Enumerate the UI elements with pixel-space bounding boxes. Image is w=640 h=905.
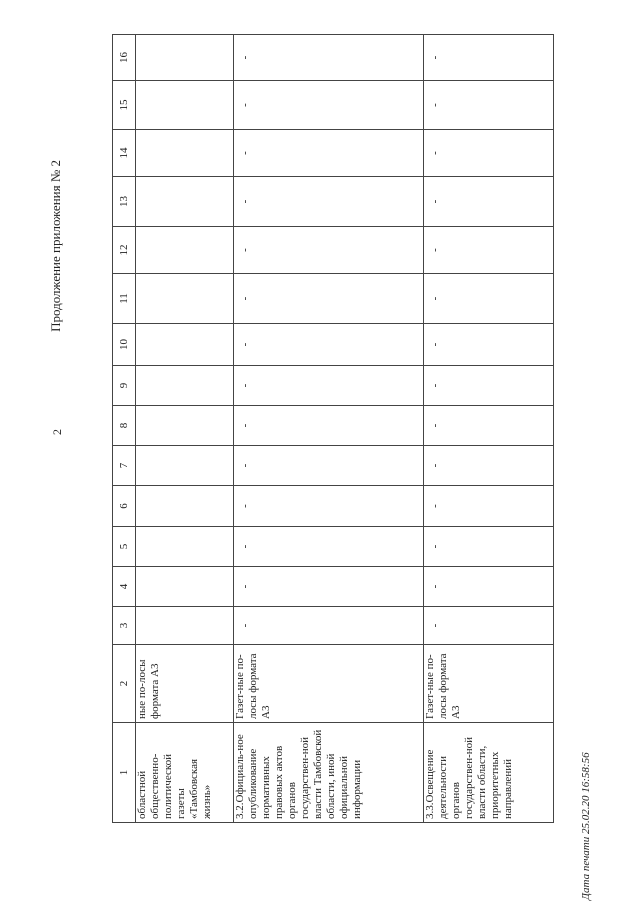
data-table — [112, 34, 554, 823]
row-name-cell: областной общественно-политической газеты «Тамбовская жизнь» — [136, 723, 234, 823]
value-cell — [136, 274, 234, 324]
value-cell — [136, 607, 234, 645]
column-number: 13 — [113, 177, 136, 227]
row-unit-cell: Газет-ные по-лосы формата А3 — [424, 645, 554, 723]
value-cell — [136, 406, 234, 446]
table-row — [424, 35, 554, 823]
column-number: 7 — [113, 446, 136, 486]
column-number: 3 — [113, 607, 136, 645]
value-cell: - — [424, 81, 554, 130]
column-number: 10 — [113, 324, 136, 366]
value-cell: - — [234, 177, 424, 227]
value-cell: - — [424, 130, 554, 177]
value-cell: - — [234, 227, 424, 274]
value-cell: - — [424, 406, 554, 446]
value-cell: - — [234, 324, 424, 366]
value-cell — [136, 324, 234, 366]
header-title: Продолжение приложения № 2 — [48, 160, 63, 332]
row-unit-cell: Газет-ные по-лосы формата А3 — [234, 645, 424, 723]
value-cell — [136, 446, 234, 486]
column-number: 4 — [113, 567, 136, 607]
value-cell: - — [234, 567, 424, 607]
value-cell: - — [424, 527, 554, 567]
value-cell: - — [424, 607, 554, 645]
value-cell: - — [234, 406, 424, 446]
value-cell: - — [234, 130, 424, 177]
row-unit-cell: ные по-лосы формата А3 — [136, 645, 234, 723]
column-number: 9 — [113, 366, 136, 406]
column-number-row — [113, 35, 136, 823]
column-number: 12 — [113, 227, 136, 274]
value-cell: - — [424, 486, 554, 527]
value-cell — [136, 81, 234, 130]
column-number: 8 — [113, 406, 136, 446]
value-cell: - — [234, 274, 424, 324]
column-number: 15 — [113, 81, 136, 130]
column-number: 6 — [113, 486, 136, 527]
value-cell: - — [234, 81, 424, 130]
value-cell: - — [424, 366, 554, 406]
value-cell — [136, 527, 234, 567]
row-name-cell: 3.2.Официаль-ное опубликование нормативных правовых актов органов государствен-ной власти Тамбовской области, иной официальной информации — [234, 723, 424, 823]
value-cell — [136, 227, 234, 274]
value-cell: - — [424, 177, 554, 227]
value-cell: - — [424, 227, 554, 274]
value-cell: - — [234, 607, 424, 645]
print-date: Дата печати 25.02.20 16:58:56 — [580, 752, 592, 900]
value-cell: - — [424, 35, 554, 81]
value-cell: - — [234, 486, 424, 527]
row-name-cell: 3.3.Освещение деятельности органов государствен-ной власти области, приоритетных направлений — [424, 723, 554, 823]
value-cell: - — [234, 527, 424, 567]
table-row — [136, 35, 234, 823]
value-cell — [136, 366, 234, 406]
value-cell — [136, 486, 234, 527]
column-number: 1 — [113, 723, 136, 823]
column-number: 5 — [113, 527, 136, 567]
value-cell — [136, 177, 234, 227]
column-number: 11 — [113, 274, 136, 324]
value-cell — [136, 35, 234, 81]
value-cell: - — [424, 274, 554, 324]
page-number: 2 — [50, 429, 64, 435]
value-cell: - — [234, 35, 424, 81]
value-cell: - — [424, 446, 554, 486]
table-row — [234, 35, 424, 823]
value-cell — [136, 567, 234, 607]
column-number: 14 — [113, 130, 136, 177]
value-cell: - — [234, 446, 424, 486]
column-number: 2 — [113, 645, 136, 723]
value-cell: - — [424, 567, 554, 607]
value-cell: - — [424, 324, 554, 366]
column-number: 16 — [113, 35, 136, 81]
value-cell: - — [234, 366, 424, 406]
value-cell — [136, 130, 234, 177]
